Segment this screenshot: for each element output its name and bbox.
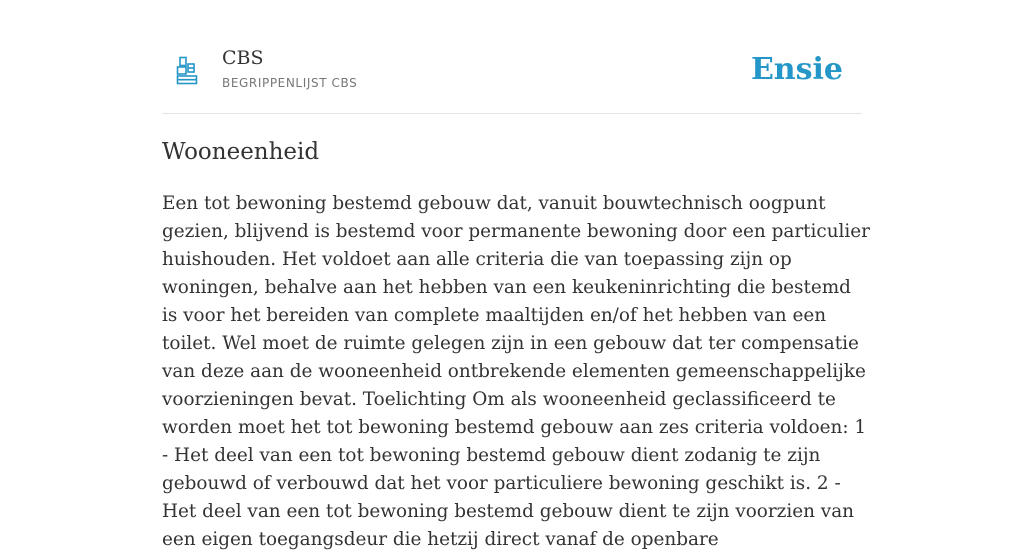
- term-title: Wooneenheid: [162, 139, 320, 165]
- site-header: [162, 36, 862, 114]
- ensie-brand-logo[interactable]: Ensie: [750, 52, 843, 87]
- organization-name[interactable]: CBS: [222, 47, 264, 69]
- term-definition: Een tot bewoning bestemd gebouw dat, vanuit bouwtechnisch oogpunt gezien, blijvend is bestemd voor permanente bewoning door een particulier huishouden. Het voldoet aan alle criteria die van toepassing zijn op woningen, behalve aan het hebben van een keukeninrichting die bestemd is voor het bereiden van complete maaltijden en/of het hebben van een toilet. Wel moet de ruimte gelegen zijn in een gebouw dat ter compensatie van deze aan de wooneenheid ontbrekende elementen gemeenschappelijke voorzieningen bevat. Toelichting Om als wooneenheid geclassificeerd te worden moet het tot bewoning bestemd gebouw aan zes criteria voldoen: 1 - Het deel van een tot bewoning bestemd gebouw dient zodanig te zijn gebouwd of verbouwd dat het voor particuliere bewoning geschikt is. 2 - Het deel van een tot bewoning bestemd gebouw dient te zijn voorzien van een eigen toegangsdeur die hetzij direct vanaf de openbare: [162, 193, 870, 550]
- cbs-logo-icon[interactable]: [176, 56, 198, 86]
- glossary-subtitle: BEGRIPPENLIJST CBS: [222, 76, 358, 90]
